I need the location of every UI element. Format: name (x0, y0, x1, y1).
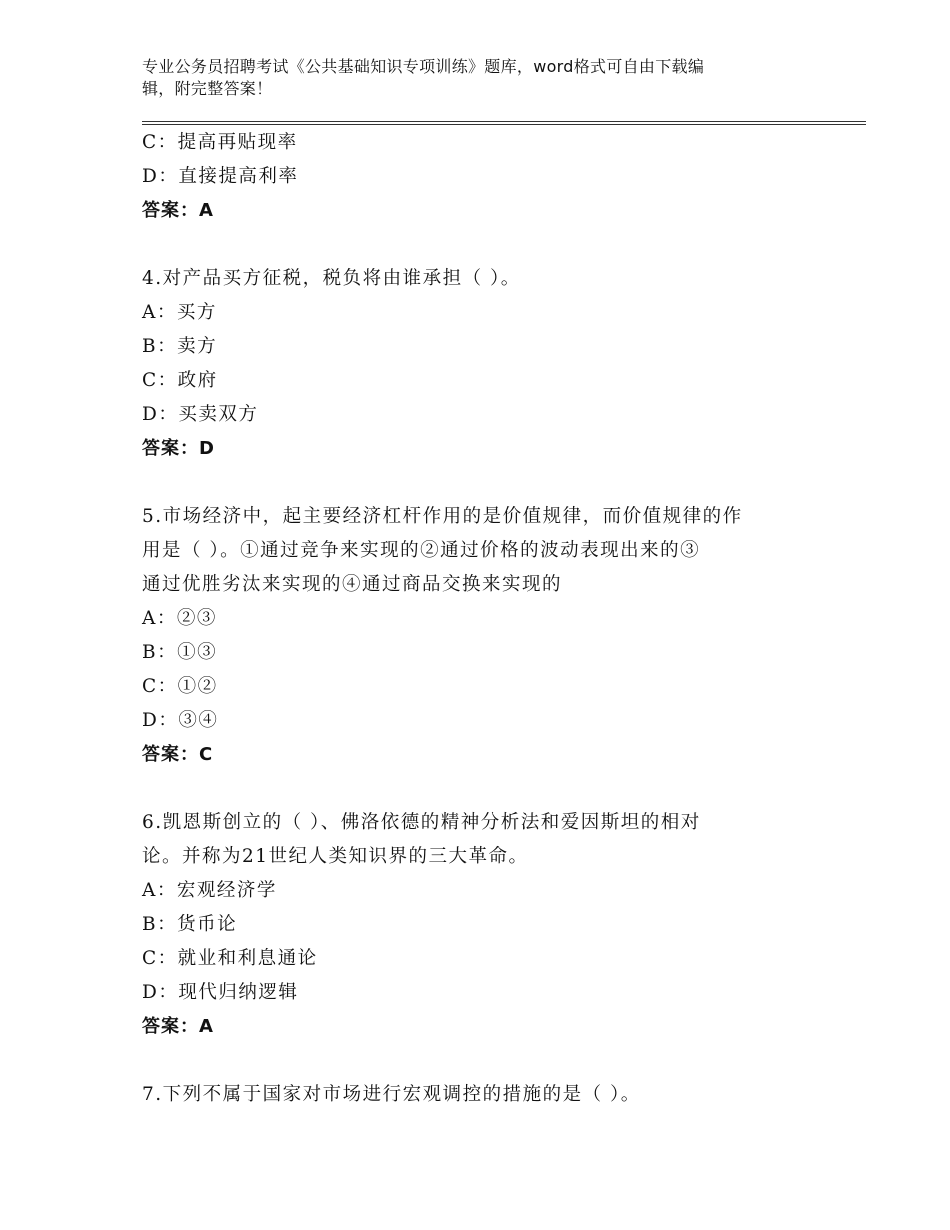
option-d: D：现代归纳逻辑 (142, 982, 299, 1003)
spacer (142, 466, 822, 500)
answer-label: 答案：D (142, 438, 215, 459)
question-stem-line-3: 通过优胜劣汰来实现的④通过商品交换来实现的 (142, 574, 563, 595)
question-stem-line-2: 论。并称为21世纪人类知识界的三大革命。 (142, 846, 529, 867)
answer-label: 答案：C (142, 744, 214, 765)
option-c: C：提高再贴现率 (142, 132, 298, 153)
option-c: C：①② (142, 676, 218, 697)
question-stem: 4.对产品买方征税，税负将由谁承担（ ）。 (142, 268, 521, 289)
option-c: C：政府 (142, 370, 218, 391)
answer-label: 答案：A (142, 1016, 214, 1037)
option-d: D：直接提高利率 (142, 166, 299, 187)
question-content (142, 126, 822, 1112)
question-stem: 7.下列不属于国家对市场进行宏观调控的措施的是（ ）。 (142, 1084, 641, 1105)
header-divider (142, 121, 866, 125)
header-line-1: 专业公务员招聘考试《公共基础知识专项训练》题库，word格式可自由下载编 (142, 57, 705, 76)
question-stem-line-2: 用是（ ）。①通过竞争来实现的②通过价格的波动表现出来的③ (142, 540, 701, 561)
question-stem-line-1: 5.市场经济中，起主要经济杠杆作用的是价值规律，而价值规律的作 (142, 506, 743, 527)
page-header (142, 56, 802, 100)
spacer (142, 228, 822, 262)
answer-label: 答案：A (142, 200, 214, 221)
option-b: B：①③ (142, 642, 218, 663)
option-d: D：③④ (142, 710, 219, 731)
question-6 (142, 806, 822, 1044)
option-c: C：就业和利息通论 (142, 948, 318, 969)
question-5 (142, 500, 822, 772)
option-a: A：宏观经济学 (142, 880, 277, 901)
option-b: B：卖方 (142, 336, 218, 357)
question-stem-line-1: 6.凯恩斯创立的（ ）、佛洛依德的精神分析法和爱因斯坦的相对 (142, 812, 701, 833)
option-a: A：②③ (142, 608, 217, 629)
option-b: B：货币论 (142, 914, 238, 935)
spacer (142, 1044, 822, 1078)
option-a: A：买方 (142, 302, 217, 323)
question-3 (142, 126, 822, 228)
question-7 (142, 1078, 822, 1112)
header-line-2: 辑，附完整答案！ (142, 79, 273, 98)
spacer (142, 772, 822, 806)
option-d: D：买卖双方 (142, 404, 259, 425)
question-4 (142, 262, 822, 466)
